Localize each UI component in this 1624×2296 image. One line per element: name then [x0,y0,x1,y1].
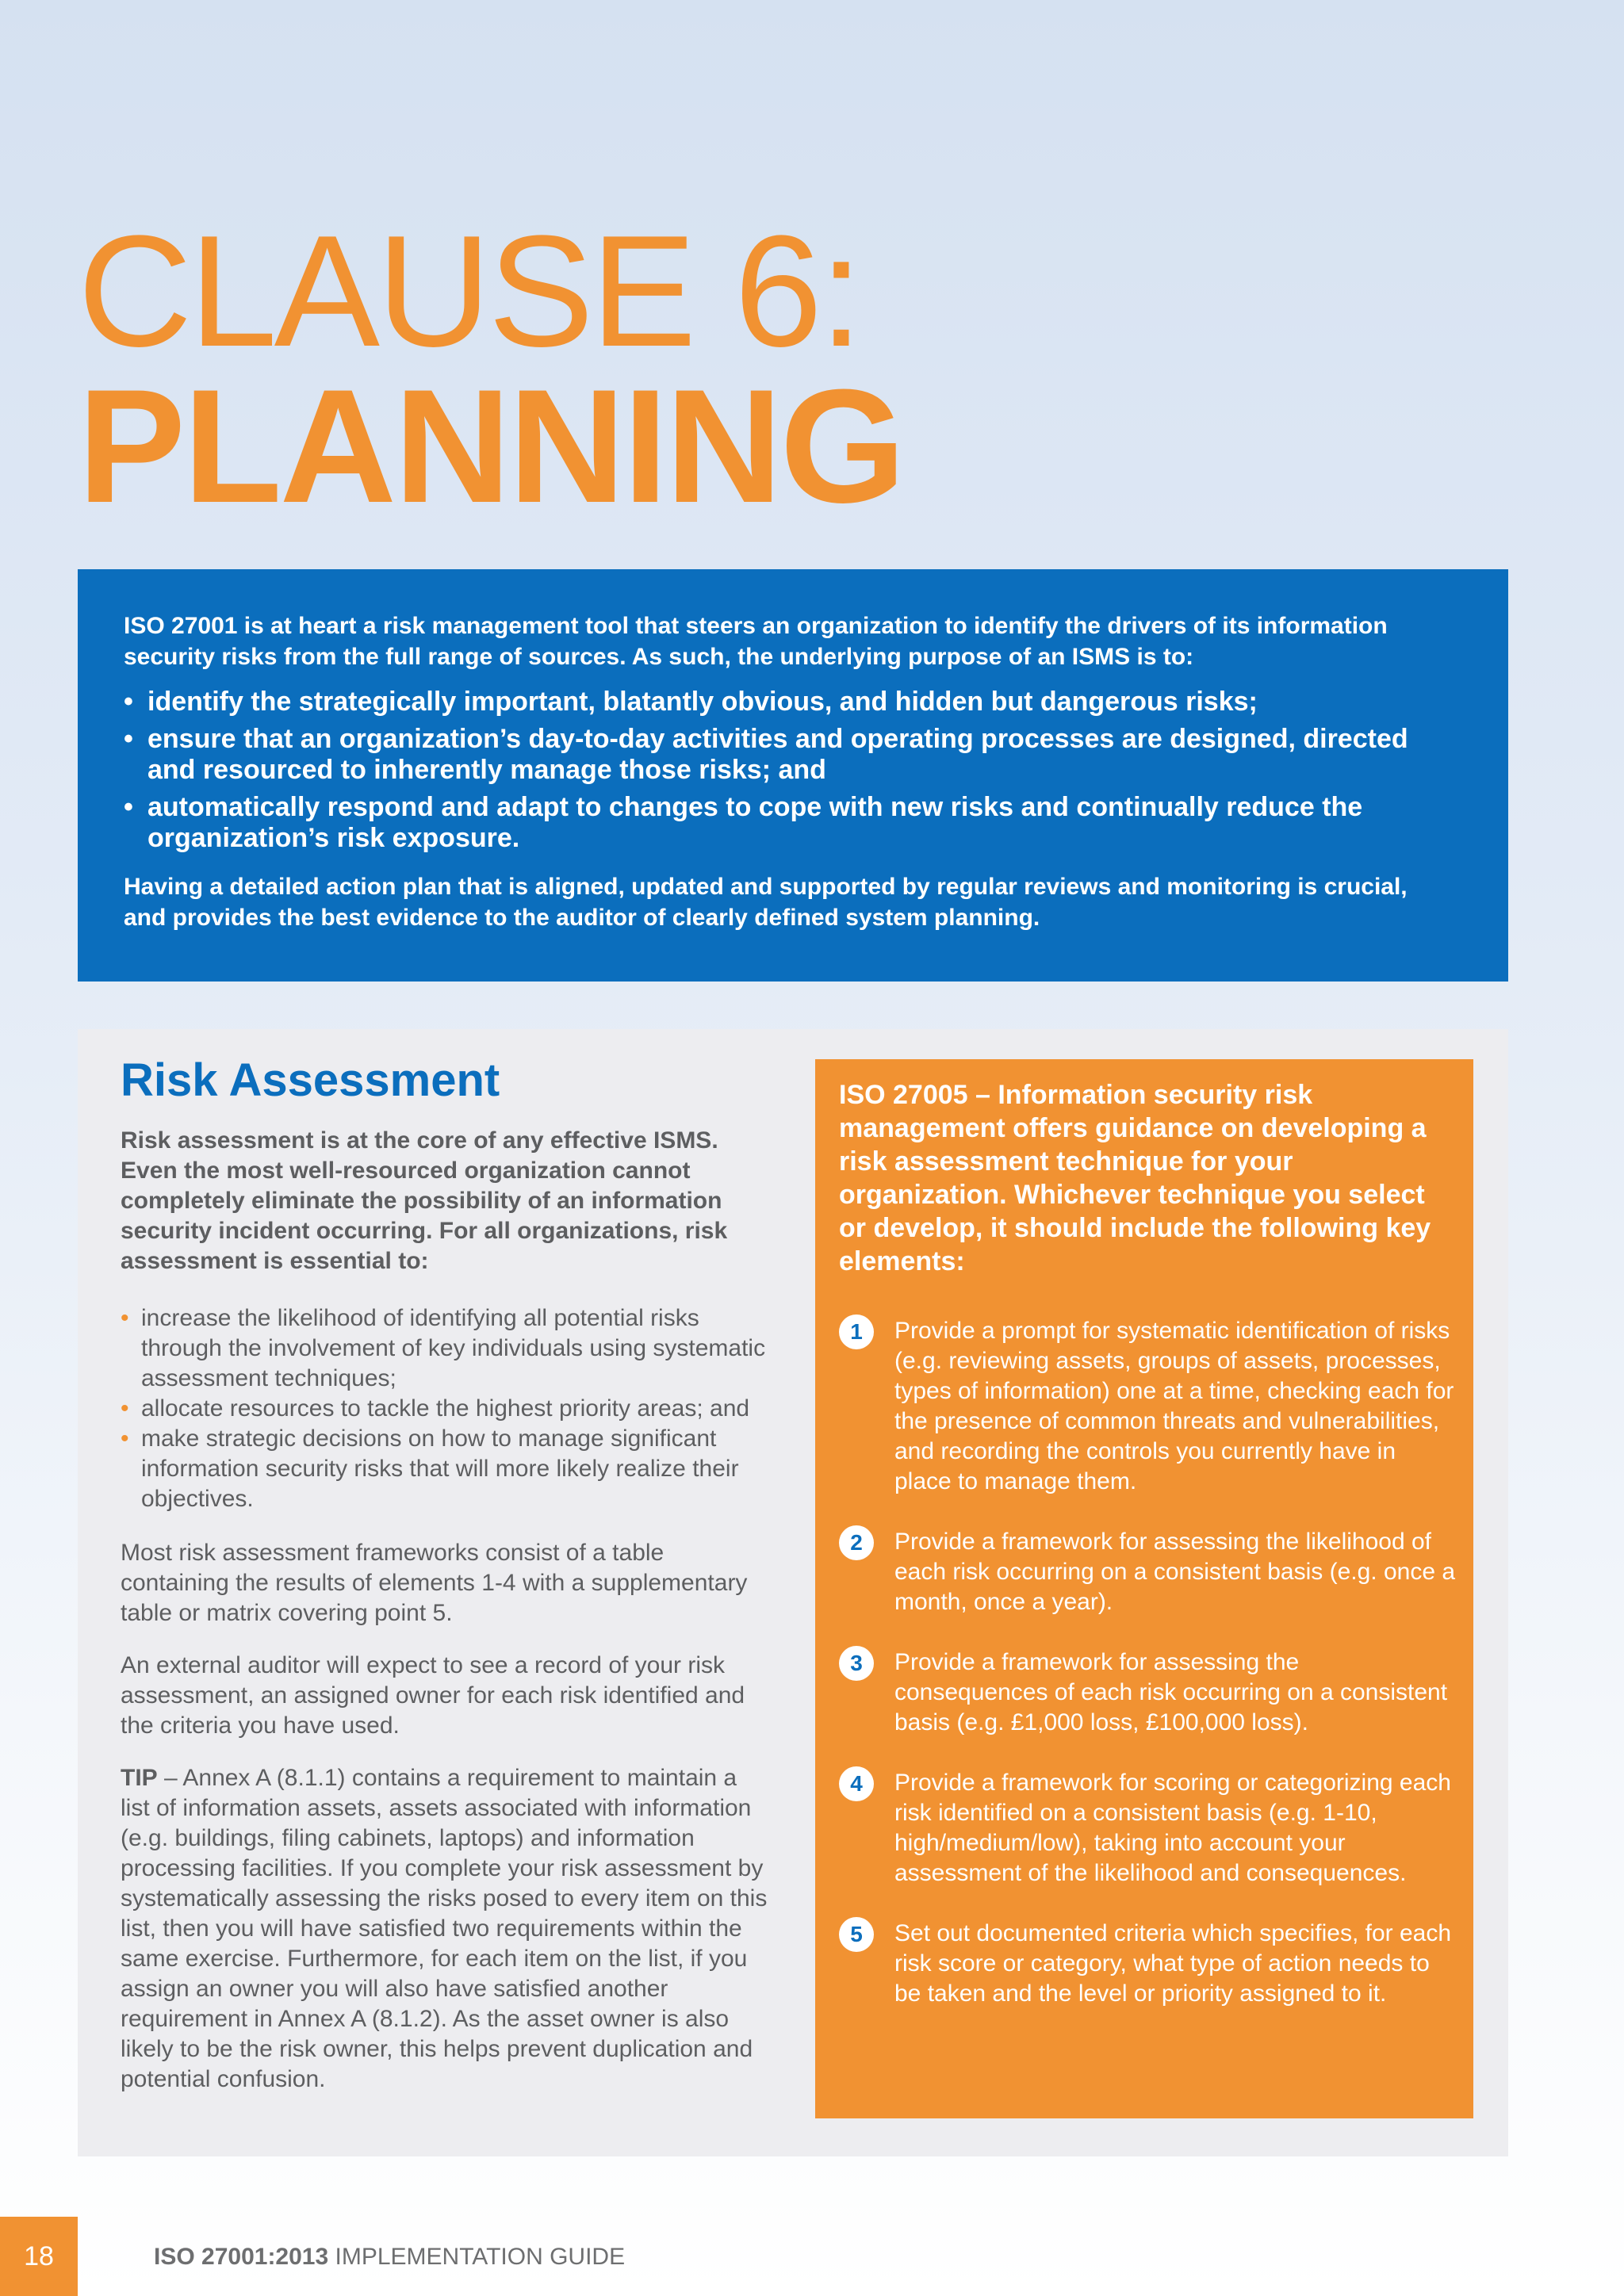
iso27005-lead: ISO 27005 – Information security risk management offers guidance on developing a risk assessment technique for your organization. Whichever technique you select or develop, it should include the following key elements: [839,1080,1431,1276]
list-item-text: allocate resources to tackle the highest priority areas; and [141,1395,750,1422]
list-item [121,1424,771,1514]
risk-lead-paragraph: Risk assessment is at the core of any effective ISMS. Even the most well-resourced organization cannot completely eliminate the possibility of an information security incident occurring. For all organizations, risk assessment is essential to: [121,1127,728,1274]
step-number-badge: 2 [839,1525,874,1560]
intro-box [78,569,1508,982]
tip-text: – Annex A (8.1.1) contains a requirement to maintain a list of information assets, assets associated with information (e.g. buildings, filing cabinets, laptops) and information processing facilities. If you complete your risk assessment by systematically assessing the risks posed to every item on this list, then you will have satisfied two requirements within the same exercise. Furthermore, for each item on the list, if you assign an owner you will also have satisfied another requirement in Annex A (8.1.2). As the asset owner is also likely to be the risk owner, this helps prevent duplication and potential confusion. [121,1765,768,2092]
list-item [124,687,1453,718]
tip-label: TIP [121,1765,158,1791]
risk-assessment-column [121,1053,771,2117]
step-text: Provide a framework for assessing the likelihood of each risk occurring on a consistent basis (e.g. once a month, once a year). [894,1529,1456,1615]
list-item-text: identify the strategically important, blatantly obvious, and hidden but dangerous risks; [147,687,1258,717]
step-number-badge: 1 [839,1314,874,1349]
bullet-icon: • [124,792,133,822]
list-item-text: increase the likelihood of identifying all potential risks through the involvement of key individuals using systematic assessment techniques; [141,1305,766,1391]
clause-label: CLAUSE 6: [78,203,860,380]
list-item-text: make strategic decisions on how to manage significant information security risks that will more likely realize their objectives. [141,1425,739,1512]
list-item [124,724,1453,786]
list-item [839,1768,1456,1888]
tip-paragraph [121,1763,771,2095]
iso27005-box [815,1059,1473,2118]
intro-conclusion: Having a detailed action plan that is aligned, updated and supported by regular reviews and monitoring is crucial, and provides the best evidence to the auditor of clearly defined system planning. [124,874,1408,931]
bullet-icon: • [124,687,133,717]
step-text: Provide a prompt for systematic identification of risks (e.g. reviewing assets, groups of assets, processes, types of information) one at a time, checking each for the presence of common threats and vulnerabilities, and recording the controls you currently have in place to manage them. [894,1318,1454,1494]
list-item [124,792,1453,854]
list-item [121,1394,771,1424]
list-item [839,1647,1456,1738]
intro-paragraph: ISO 27001 is at heart a risk management tool that steers an organization to identify the drivers of its information security risks from the full range of sources. As such, the underlying purpose of an ISMS is to: [124,613,1388,670]
risk-list [121,1303,771,1514]
intro-list [124,687,1453,854]
list-item [839,1316,1456,1497]
step-text: Set out documented criteria which specifies, for each risk score or category, what type of action needs to be taken and the level or priority assigned to it. [894,1920,1452,2007]
page-title [78,203,904,537]
footer-doc-code: ISO 27001:2013 [154,2244,329,2270]
step-text: Provide a framework for scoring or categorizing each risk identified on a consistent basis (e.g. 1-10, high/medium/low), taking into account your assessment of the likelihood and consequences. [894,1770,1451,1886]
list-item-text: automatically respond and adapt to changes to cope with new risks and continually reduce the organization’s risk exposure. [147,792,1363,853]
footer-doc-subtitle: IMPLEMENTATION GUIDE [328,2244,626,2270]
section-heading: Risk Assessment [121,1054,500,1106]
list-item [839,1527,1456,1617]
footer-doc-title [154,2244,625,2271]
step-number-badge: 5 [839,1917,874,1952]
list-item [839,1919,1456,2009]
auditor-paragraph: An external auditor will expect to see a record of your risk assessment, an assigned owner for each risk identified and the criteria you have used. [121,1652,745,1739]
step-text: Provide a framework for assessing the consequences of each risk occurring on a consistent basis (e.g. £1,000 loss, £100,000 loss). [894,1649,1448,1735]
list-item-text: ensure that an organization’s day-to-day activities and operating processes are designed, directed and resourced to inherently manage those risks; and [147,724,1408,785]
step-number-badge: 4 [839,1766,874,1801]
bullet-icon: • [121,1425,129,1452]
list-item [121,1303,771,1394]
page-number: 18 [0,2217,78,2296]
clause-title: PLANNING [78,356,904,537]
risk-assessment-panel [78,1029,1508,2156]
bullet-icon: • [124,724,133,754]
step-number-badge: 3 [839,1646,874,1681]
bullet-icon: • [121,1395,129,1422]
frameworks-paragraph: Most risk assessment frameworks consist of a table containing the results of elements 1-4 with a supplementary table or matrix covering point 5. [121,1540,748,1626]
bullet-icon: • [121,1305,129,1331]
